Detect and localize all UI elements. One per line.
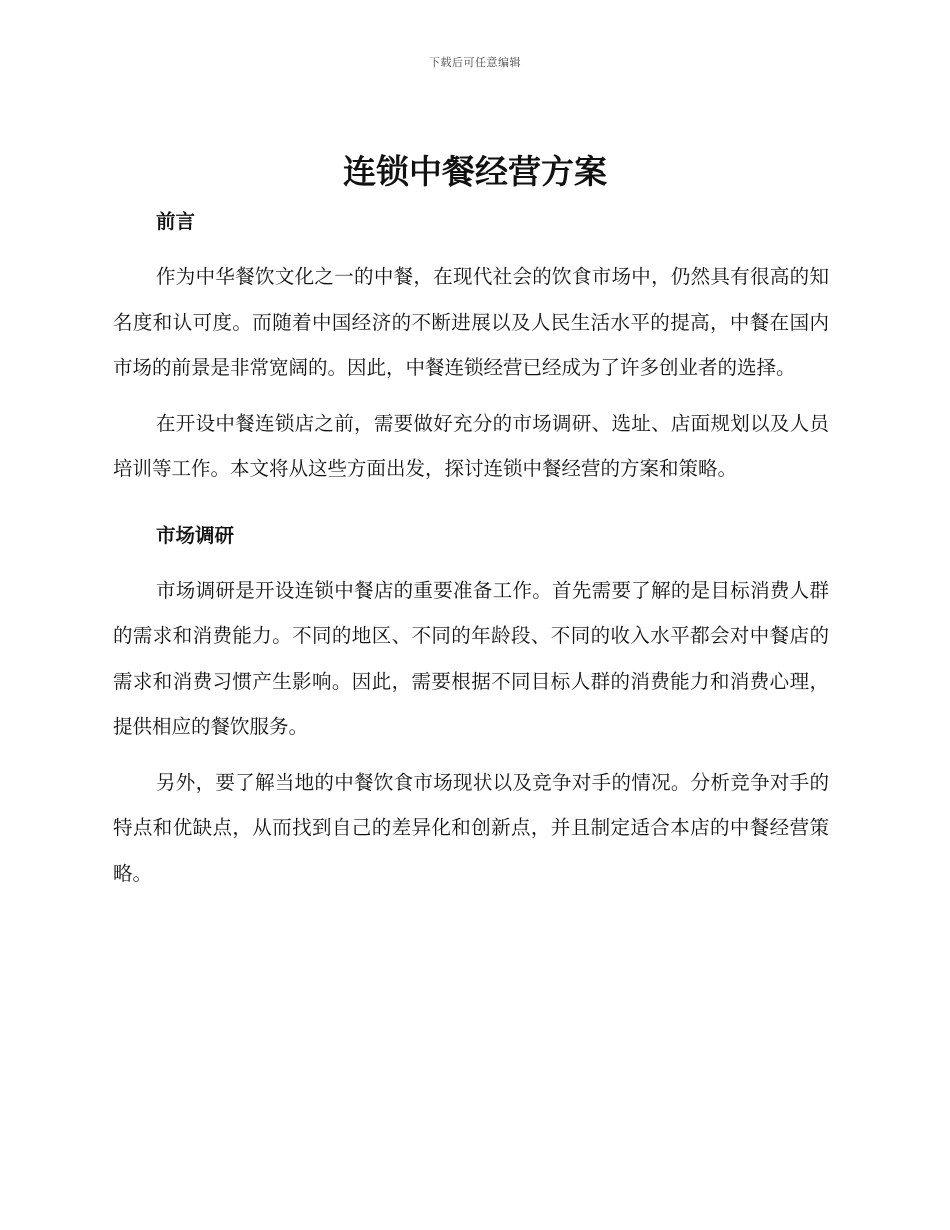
paragraph: 在开设中餐连锁店之前，需要做好充分的市场调研、选址、店面规划以及人员培训等工作。本文将从这些方面出发，探讨连锁中餐经营的方案和策略。 <box>113 411 829 480</box>
paragraph: 作为中华餐饮文化之一的中餐，在现代社会的饮食市场中，仍然具有很高的知名度和认可度。而随着中国经济的不断进展以及人民生活水平的提高，中餐在国内市场的前景是非常宽阔的。因此，中餐连锁经营已经成为了许多创业者的选择。 <box>113 265 829 379</box>
section-heading: 市场调研 <box>156 523 235 547</box>
section-heading: 前言 <box>156 210 196 233</box>
paragraph: 市场调研是开设连锁中餐店的重要准备工作。首先需要了解的是目标消费人群的需求和消费能力。不同的地区、不同的年龄段、不同的收入水平都会对中餐店的需求和消费习惯产生影响。因此，需要根据不同目标人群的消费能力和消费心理，提供相应的餐饮服务。 <box>113 578 829 738</box>
document-body <box>113 200 829 906</box>
document-title: 连锁中餐经营方案 <box>343 152 607 191</box>
section-preface <box>113 200 829 492</box>
page-header-note: 下载后可任意编辑 <box>429 56 521 69</box>
paragraph: 另外，要了解当地的中餐饮食市场现状以及竞争对手的情况。分析竞争对手的特点和优缺点，从而找到自己的差异化和创新点，并且制定适合本店的中餐经营策略。 <box>113 770 829 885</box>
section-market-research <box>113 514 829 897</box>
